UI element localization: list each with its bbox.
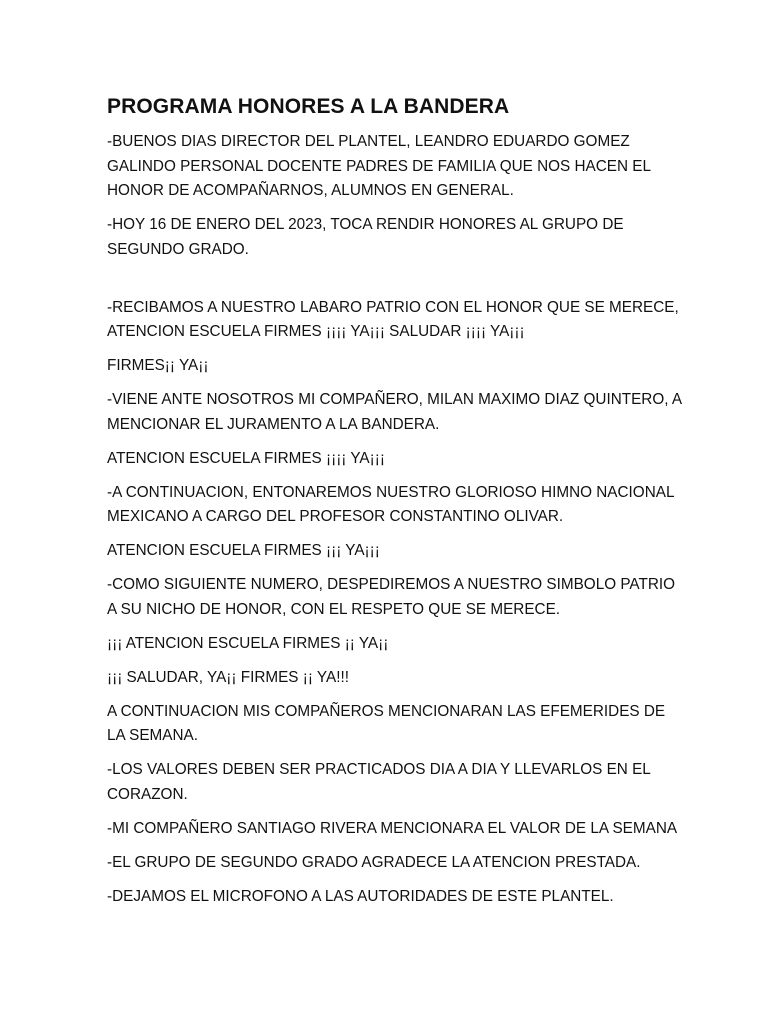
paragraph-command: FIRMES¡¡ YA¡¡ — [107, 357, 209, 374]
paragraph-receive-flag: -RECIBAMOS A NUESTRO LABARO PATRIO CON EL HONOR QUE SE MERECE, ATENCION ESCUELA FIRMES ¡¡¡¡ YA¡¡¡ SALUDAR ¡¡¡¡ YA¡¡¡ — [107, 298, 679, 340]
paragraph-farewell-flag: -COMO SIGUIENTE NUMERO, DESPEDIREMOS A NUESTRO SIMBOLO PATRIO A SU NICHO DE HONOR, CON EL RESPETO QUE SE MERECE. — [107, 576, 676, 618]
paragraph-oath: -VIENE ANTE NOSOTROS MI COMPAÑERO, MILAN MAXIMO DIAZ QUINTERO, A MENCIONAR EL JURAMENTO A LA BANDERA. — [107, 391, 682, 433]
paragraph-thanks: -EL GRUPO DE SEGUNDO GRADO AGRADECE LA ATENCION PRESTADA. — [107, 853, 641, 871]
paragraph-command: ¡¡¡ SALUDAR, YA¡¡ FIRMES ¡¡ YA!!! — [107, 668, 349, 686]
paragraph-command: ATENCION ESCUELA FIRMES ¡¡¡ YA¡¡¡ — [107, 542, 380, 559]
paragraph-command: ATENCION ESCUELA FIRMES ¡¡¡¡ YA¡¡¡ — [107, 449, 385, 467]
paragraph-value-of-week: -MI COMPAÑERO SANTIAGO RIVERA MENCIONARA EL VALOR DE LA SEMANA — [107, 819, 678, 837]
paragraph-greeting: -BUENOS DIAS DIRECTOR DEL PLANTEL, LEANDRO EDUARDO GOMEZ GALINDO PERSONAL DOCENTE PADRES DE FAMILIA QUE NOS HACEN EL HONOR DE ACOMPAÑARNOS, ALUMNOS EN GENERAL. — [107, 133, 651, 199]
paragraph-values: -LOS VALORES DEBEN SER PRACTICADOS DIA A DIA Y LLEVARLOS EN EL CORAZON. — [107, 761, 651, 803]
paragraph-date: -HOY 16 DE ENERO DEL 2023, TOCA RENDIR HONORES AL GRUPO DE SEGUNDO GRADO. — [107, 216, 624, 258]
document-title: PROGRAMA HONORES A LA BANDERA — [107, 95, 510, 118]
paragraph-ephemerides: A CONTINUACION MIS COMPAÑEROS MENCIONARAN LAS EFEMERIDES DE LA SEMANA. — [107, 702, 666, 744]
paragraph-closing: -DEJAMOS EL MICROFONO A LAS AUTORIDADES DE ESTE PLANTEL. — [107, 887, 614, 905]
blank-line — [107, 272, 687, 296]
document-page — [107, 94, 687, 919]
paragraph-anthem: -A CONTINUACION, ENTONAREMOS NUESTRO GLORIOSO HIMNO NACIONAL MEXICANO A CARGO DEL PROFESOR CONSTANTINO OLIVAR. — [107, 483, 674, 525]
paragraph-command: ¡¡¡ ATENCION ESCUELA FIRMES ¡¡ YA¡¡ — [107, 634, 389, 652]
